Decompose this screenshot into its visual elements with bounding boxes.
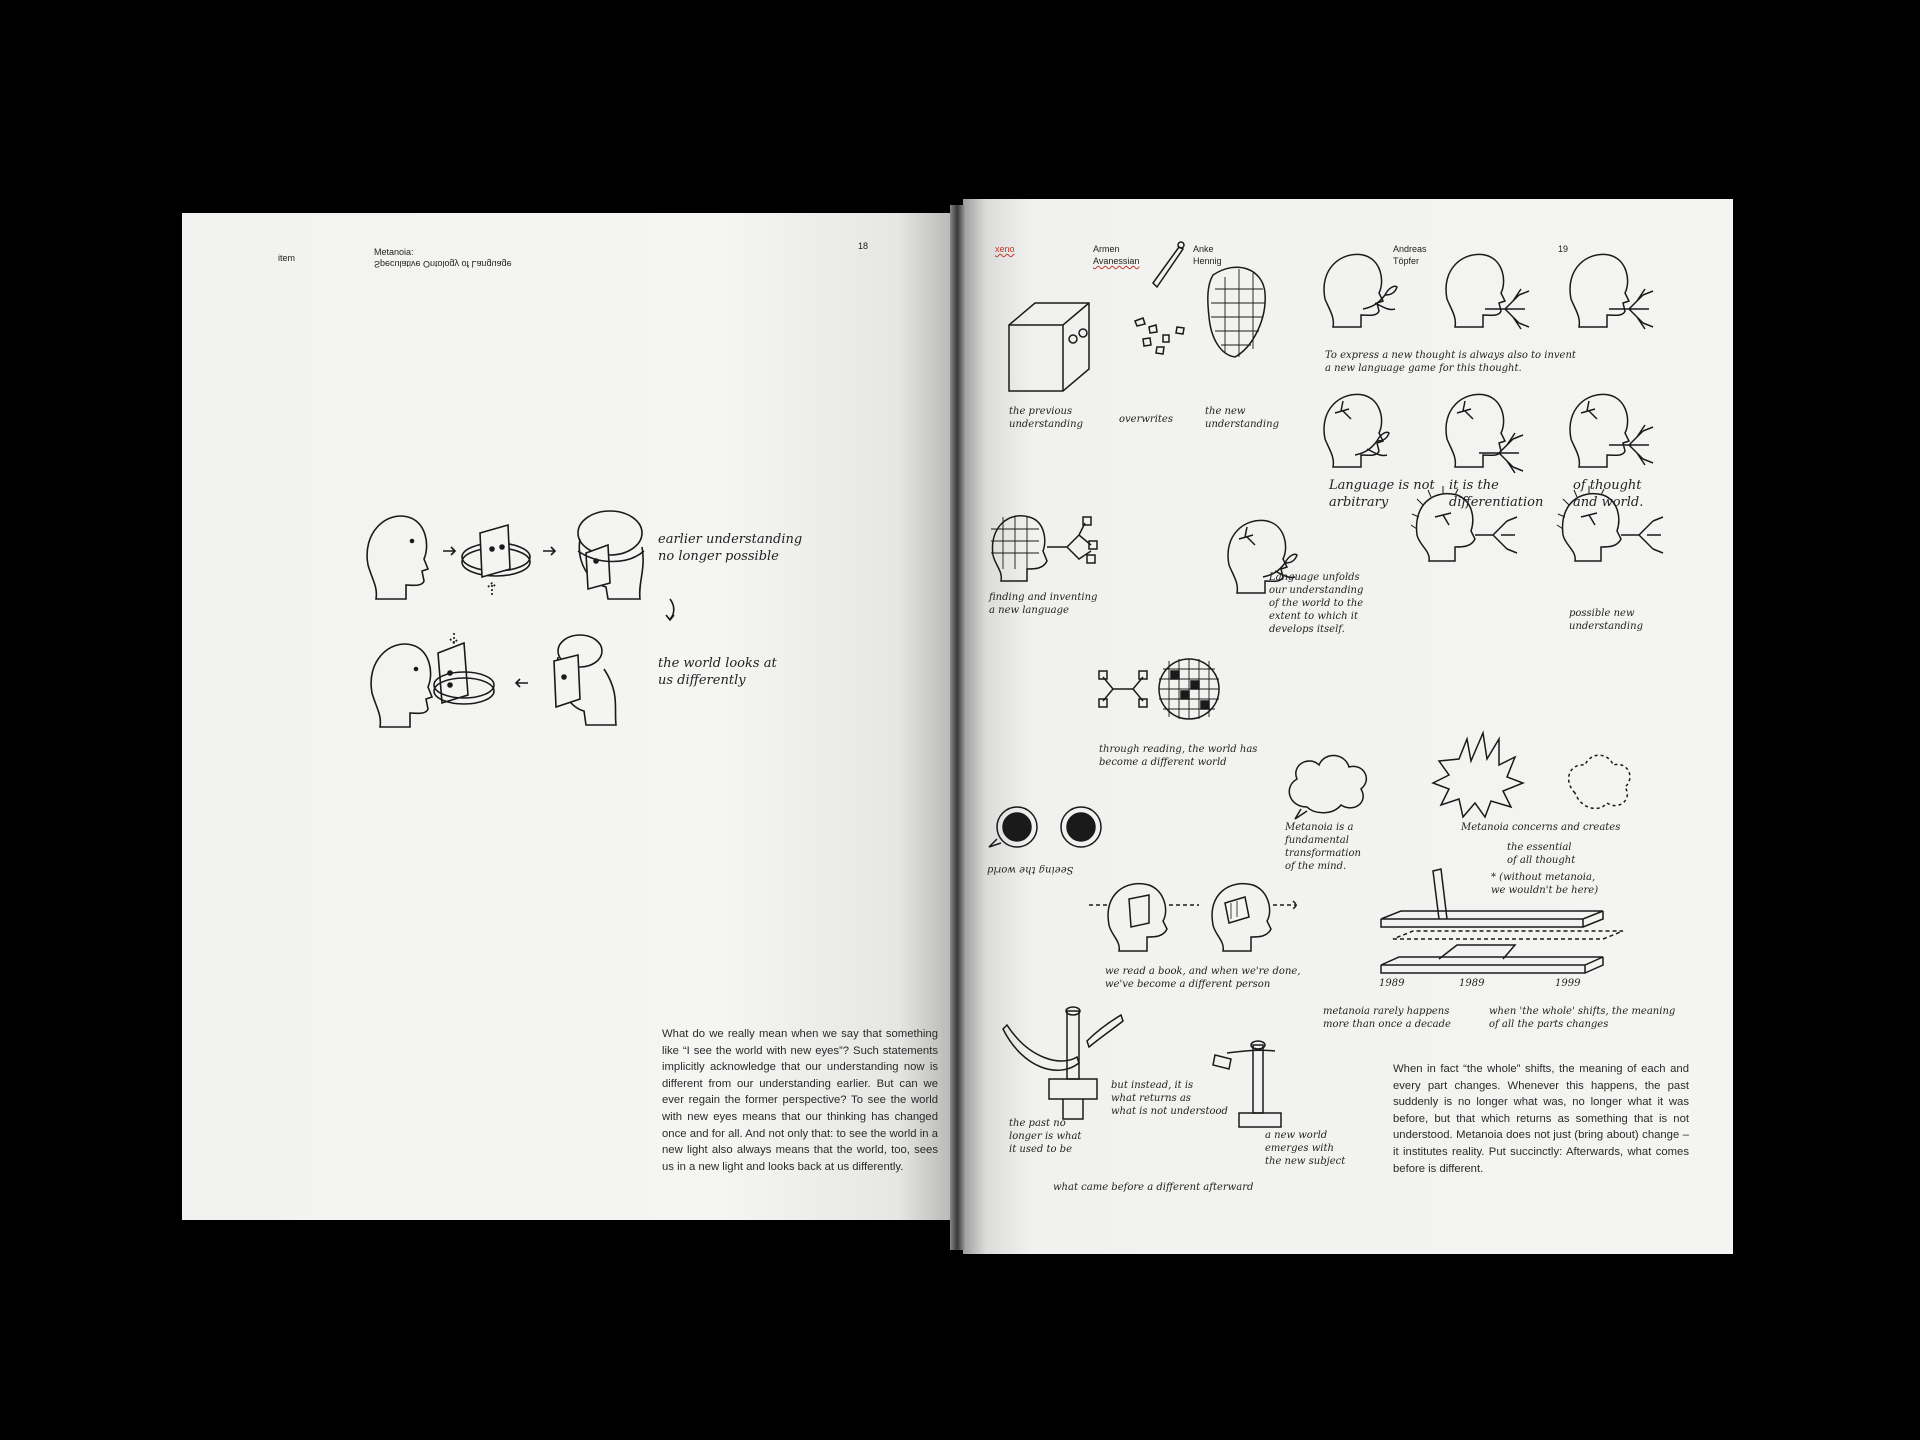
caption-new-world: a new world emerges with the new subject: [1265, 1130, 1346, 1167]
caption-without: * (without metanoia, we wouldn't be here): [1491, 872, 1599, 896]
author-2-last: Hennig: [1193, 256, 1222, 266]
caption-reading: through reading, the world has become a different world: [1099, 744, 1258, 768]
right-body-text: When in fact “the whole” shifts, the meaning of each and every part changes. Whenever this happens, the past suddenly is no longer what was, no longer what it was before, but that which returns as something that is not understood. Metanoia does not just (bring about) change – it institutes reality. Put succinctly: Afterwards, what comes before is different.: [1393, 1063, 1689, 1175]
cube-icon: [1009, 303, 1089, 391]
left-body-text: What do we really mean when we say that something like “I see the world with new eyes”? Such statements implicitly acknowledge that our understanding now is different from our understanding earlier. But can we ever regain the former perspective? To see the world with new eyes means that our thinking has changed once and for all. And not only that: to see the world in a new light also always means that the world, too, sees us in a new light and looks back at us differently.: [662, 1028, 938, 1173]
caption-concerns: Metanoia concerns and creates: [1461, 822, 1621, 833]
article-subtitle: Speculative Ontology of Language: [374, 259, 512, 269]
section-label: item: [278, 253, 296, 263]
arrow-icon: [543, 547, 555, 555]
author-1-last: Avanessian: [1093, 256, 1140, 266]
caption-seeing: [987, 863, 1073, 876]
branch-icon: [1479, 433, 1523, 473]
curved-arrow-icon: [666, 599, 674, 620]
tree-icon: [1609, 289, 1653, 329]
caption-essential: the essential of all thought: [1507, 842, 1576, 866]
caption-previous: the previous understanding: [1009, 406, 1083, 430]
caption-differentiation: it is the differentiation: [1449, 478, 1544, 510]
author-3-first: Andreas: [1393, 244, 1427, 254]
cloud-icon: [1289, 755, 1366, 819]
head-with-glasses-icon: [578, 511, 644, 599]
article-title-line2: [374, 258, 512, 270]
burst-icon: [1433, 733, 1523, 817]
caption-world-looks: the world looks at us differently: [658, 656, 777, 688]
head-icon: [1570, 254, 1629, 327]
book-head-icon: [1212, 884, 1297, 951]
caption-of-thought: of thought and world.: [1573, 478, 1644, 510]
scale-icon: [1003, 1007, 1123, 1119]
caption-not-arbitrary: Language is not arbitrary: [1329, 478, 1435, 510]
author-1-first: Armen: [1093, 244, 1120, 254]
author-3-last: Töpfer: [1393, 256, 1420, 266]
caption-instead: but instead, it is what returns as what is not understood: [1111, 1080, 1228, 1117]
head-icon: [1446, 394, 1505, 467]
page-number: 19: [1558, 244, 1569, 254]
eye-icon: [989, 807, 1101, 847]
caption-earlier-understanding: earlier understanding no longer possible: [658, 532, 803, 564]
arrow-icon: [443, 547, 455, 555]
head-with-glasses-icon: [554, 635, 616, 725]
caption-unfolds: Language unfolds our understanding of the world to the extent to which it develops itself.: [1269, 572, 1364, 635]
head-icon: [367, 516, 428, 599]
spine-gutter: [950, 205, 966, 1250]
caption-past: the past no longer is what it used to be: [1009, 1118, 1082, 1155]
pieces-icon: [1135, 318, 1184, 354]
head-icon: [1324, 394, 1383, 467]
grid-head-icon: [991, 516, 1097, 581]
head-icon: [371, 644, 432, 727]
caption-before-after: what came before a different afterward: [1053, 1182, 1254, 1193]
caption-seeing-text: Seeing the world: [987, 864, 1074, 875]
caption-read-book: we read a book, and when we're done, we've become a different person: [1105, 966, 1301, 990]
caption-express: To express a new thought is always also to invent a new language game for this thought.: [1325, 350, 1576, 374]
right-page: [963, 199, 1733, 1254]
caption-rarely: metanoia rarely happens more than once a decade: [1323, 1006, 1451, 1030]
glasses-icon: [434, 633, 494, 704]
caption-whole: when 'the whole' shifts, the meaning of all the parts changes: [1489, 1006, 1676, 1030]
dashed-burst-icon: [1569, 755, 1630, 808]
caption-finding: finding and inventing a new language: [989, 592, 1098, 616]
scaled-head-icon: [1208, 267, 1265, 357]
head-icon: [1570, 394, 1629, 467]
year-label-3: 1999: [1555, 978, 1581, 989]
glasses-icon: [462, 525, 530, 595]
page-number: 18: [858, 241, 869, 251]
tree-icon: [1485, 289, 1529, 329]
left-page: [182, 213, 952, 1220]
head-icon: [1446, 254, 1505, 327]
caption-new-understanding: the new understanding: [1205, 406, 1279, 430]
book-head-icon: [1089, 884, 1199, 951]
caption-overwrites: overwrites: [1119, 414, 1173, 425]
year-label-2: 1989: [1459, 978, 1485, 989]
pen-icon: [1153, 242, 1184, 287]
branch-icon: [1355, 432, 1389, 455]
caption-possible: possible new understanding: [1569, 608, 1643, 632]
section-label: xeno: [995, 244, 1015, 254]
caption-fundamental: Metanoia is a fundamental transformation of the mind.: [1285, 822, 1361, 872]
reading-grid-icon: [1099, 659, 1219, 719]
author-2-first: Anke: [1193, 244, 1214, 254]
tree-icon: [1609, 425, 1653, 465]
article-title: [374, 246, 512, 270]
head-icon: [1324, 254, 1383, 327]
arrow-icon: [516, 679, 528, 687]
article-title-line1: Metanoia:: [374, 247, 414, 257]
year-label-1: 1989: [1379, 978, 1405, 989]
